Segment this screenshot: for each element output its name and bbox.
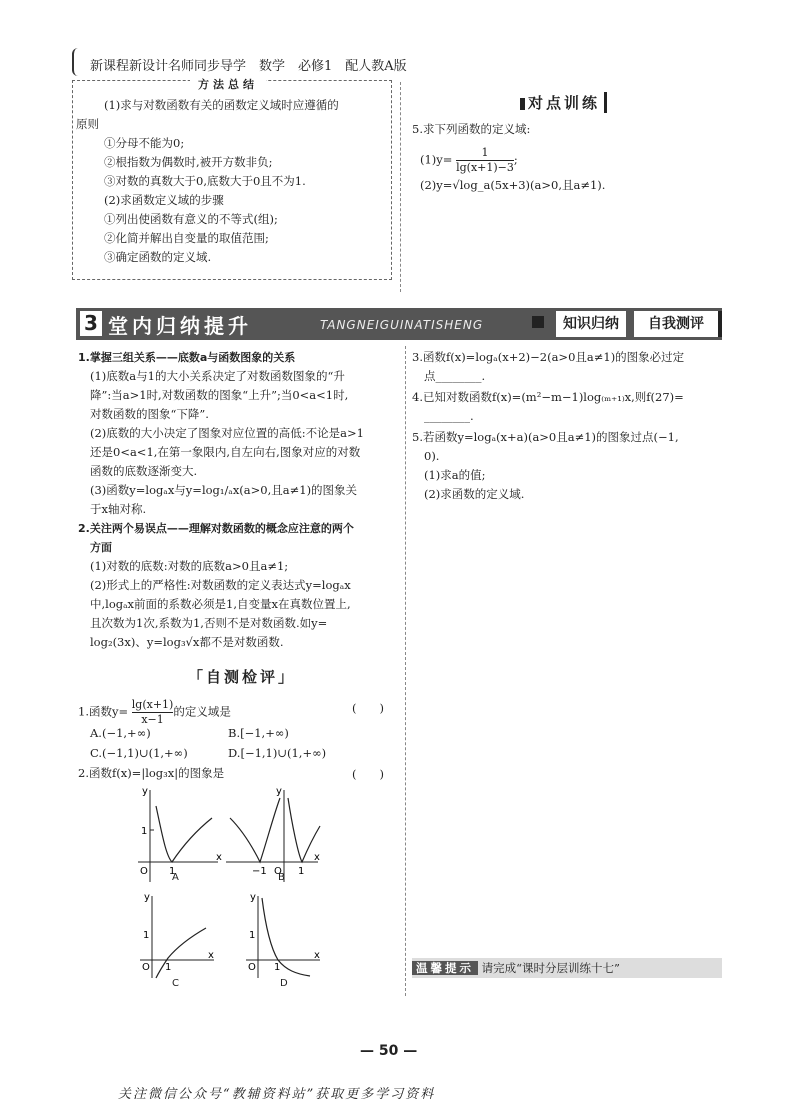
q4-line: 4.已知对数函数f(x)=(m²−m−1)log₍ₘ₊₁₎x,则f(27)= xyxy=(412,390,684,404)
graph-d-y-label: y xyxy=(250,892,256,903)
column-divider-top xyxy=(400,82,401,292)
knowledge-point-2-title-cont: 方面 xyxy=(90,541,112,554)
graph-a-caption: A xyxy=(172,872,179,883)
knowledge-line: 函数的底数逐渐变大. xyxy=(90,464,198,478)
reminder-tip xyxy=(412,958,722,978)
selftest-q2: 2.函数f(x)=|log₃x|的图象是 xyxy=(78,766,225,780)
q5-1-numerator: 1 xyxy=(456,146,514,161)
section-pinyin: TANGNEIGUINATISHENG xyxy=(320,318,484,332)
graph-d-x-label: x xyxy=(314,950,320,961)
q1-option-a: A.(−1,+∞) xyxy=(90,726,151,740)
q5-line: 5.若函数y=logₐ(x+a)(a>0且a≠1)的图象过点(−1, xyxy=(412,430,679,444)
selftest-title: 「自测检评」 xyxy=(188,668,297,686)
graph-c-curve xyxy=(156,928,206,978)
graph-c-x-label: x xyxy=(208,950,214,961)
method-line: (2)求函数定义域的步骤 xyxy=(104,193,224,207)
method-summary-title: 方法总结 xyxy=(190,76,266,92)
q1-denominator: x−1 xyxy=(141,713,164,726)
q5-1-suffix: ; xyxy=(513,152,518,167)
q1-option-b: B.[−1,+∞) xyxy=(228,726,289,740)
knowledge-line: (2)形式上的严格性:对数函数的定义表达式y=logₐx xyxy=(90,578,351,592)
training-q5: 5.求下列函数的定义域: xyxy=(412,122,531,136)
reminder-text: 请完成“课时分层训练十七” xyxy=(481,961,620,975)
graph-a-one: 1 xyxy=(169,866,176,877)
q2-answer-paren: ( ) xyxy=(352,767,384,781)
knowledge-line: 降”:当a>1时,对数函数的图象“上升”;当0<a<1时, xyxy=(90,388,349,402)
graph-c-one-y: 1 xyxy=(143,930,150,941)
graph-d-one: 1 xyxy=(274,962,281,973)
q1-prefix: 1.函数y= xyxy=(78,704,129,719)
q1-suffix: 的定义域是 xyxy=(173,704,231,719)
graph-b-y-label: y xyxy=(276,786,282,797)
graph-b-origin: O xyxy=(274,866,282,877)
graph-d-caption: D xyxy=(280,978,288,989)
tab-self-assessment: 自我测评 xyxy=(634,311,722,337)
graph-c-one: 1 xyxy=(165,962,172,973)
graph-d xyxy=(240,890,326,980)
header-bracket xyxy=(72,48,80,76)
knowledge-line: (3)函数y=logₐx与y=log₁/ₐx(a>0,且a≠1)的图象关 xyxy=(90,483,358,497)
graph-b-caption: B xyxy=(278,872,285,883)
section-number: 3 xyxy=(80,311,102,336)
q1-option-d: D.[−1,1)∪(1,+∞) xyxy=(228,746,327,760)
knowledge-line: 于x轴对称. xyxy=(90,502,147,516)
q5-1-prefix: (1)y= xyxy=(420,152,453,167)
q5-1-fraction xyxy=(456,146,514,175)
method-line: ③确定函数的定义域. xyxy=(104,250,212,264)
method-line: ②根指数为偶数时,被开方数非负; xyxy=(104,155,273,169)
q5-line: (2)求函数的定义域. xyxy=(424,487,525,501)
method-line: 原则 xyxy=(76,117,99,131)
training-title: 对点训练 xyxy=(520,92,607,113)
banner-square-icon xyxy=(532,316,544,328)
training-q5-1 xyxy=(420,146,518,175)
graph-c-caption: C xyxy=(172,978,179,989)
graph-c-origin: O xyxy=(142,962,150,973)
graph-d-one-y: 1 xyxy=(249,930,256,941)
graph-c xyxy=(134,890,220,980)
graph-a-one-y: 1 xyxy=(141,826,148,837)
knowledge-line: 中,logₐx前面的系数必须是1,自变量x在真数位置上, xyxy=(90,597,351,611)
tab-knowledge-summary: 知识归纳 xyxy=(556,311,626,337)
method-line: (1)求与对数函数有关的函数定义域时应遵循的 xyxy=(104,98,339,112)
knowledge-point-1-title: 1.掌握三组关系——底数a与函数图象的关系 xyxy=(78,351,296,364)
graph-a-origin: O xyxy=(140,866,148,877)
q5-line: (1)求a的值; xyxy=(424,468,486,482)
graph-b xyxy=(222,784,322,884)
knowledge-line: log₂(3x)、y=log₃√x都不是对数函数. xyxy=(90,635,284,649)
method-line: ①分母不能为0; xyxy=(104,136,185,150)
reminder-label: 温馨提示 xyxy=(412,961,478,975)
graph-a-x-label: x xyxy=(216,852,222,863)
right-questions xyxy=(412,348,684,504)
method-line: ③对数的真数大于0,底数大于0且不为1. xyxy=(104,174,306,188)
graph-b-neg-one: −1 xyxy=(252,866,267,877)
graph-c-y-label: y xyxy=(144,892,150,903)
knowledge-line: 对数函数的图象“下降”. xyxy=(90,407,209,421)
section-title: 堂内归纳提升 xyxy=(108,314,252,338)
q1-numerator: lg(x+1) xyxy=(131,698,174,711)
page-number: — 50 — xyxy=(360,1043,418,1059)
q1-fraction xyxy=(132,698,174,727)
graph-a-y-label: y xyxy=(142,786,148,797)
q1-answer-paren: ( ) xyxy=(352,701,384,715)
method-line: ①列出使函数有意义的不等式(组); xyxy=(104,212,278,226)
method-line: ②化简并解出自变量的取值范围; xyxy=(104,231,269,245)
q5-line: 0). xyxy=(424,449,440,463)
selftest-q1 xyxy=(78,698,231,727)
graph-a-curve xyxy=(156,806,212,862)
knowledge-section xyxy=(78,348,364,652)
q4-line: ________. xyxy=(424,409,474,423)
graph-d-curve xyxy=(262,898,310,976)
q3-line: 点________. xyxy=(424,369,486,383)
q3-line: 3.函数f(x)=logₐ(x+2)−2(a>0且a≠1)的图象必过定 xyxy=(412,350,685,364)
knowledge-line: 且次数为1次,系数为1,否则不是对数函数.如y= xyxy=(90,616,328,630)
column-divider-bottom xyxy=(405,346,406,996)
training-q5-2: (2)y=√log_a(5x+3)(a>0,且a≠1). xyxy=(420,178,606,192)
book-header: 新课程新设计名师同步导学 数学 必修1 配人教A版 xyxy=(90,59,407,74)
method-summary-body xyxy=(76,96,339,267)
knowledge-line: (1)对数的底数:对数的底数a>0且a≠1; xyxy=(90,559,289,573)
knowledge-line: (1)底数a与1的大小关系决定了对数函数图象的“升 xyxy=(90,369,345,383)
knowledge-line: (2)底数的大小决定了图象对应位置的高低:不论是a>1 xyxy=(90,426,364,440)
q5-1-denominator: lg(x+1)−3 xyxy=(456,161,514,174)
graph-b-left-curve xyxy=(230,798,280,862)
graph-a xyxy=(132,784,222,884)
graph-b-one: 1 xyxy=(298,866,305,877)
graph-d-origin: O xyxy=(248,962,256,973)
q1-option-c: C.(−1,1)∪(1,+∞) xyxy=(90,746,188,760)
knowledge-line: 还是0<a<1,在第一象限内,自左向右,图象对应的对数 xyxy=(90,445,361,459)
knowledge-point-2-title: 2.关注两个易误点——理解对数函数的概念应注意的两个 xyxy=(78,522,354,535)
graph-b-x-label: x xyxy=(314,852,320,863)
footer-note: 关注微信公众号“教辅资料站”获取更多学习资料 xyxy=(118,1087,436,1102)
